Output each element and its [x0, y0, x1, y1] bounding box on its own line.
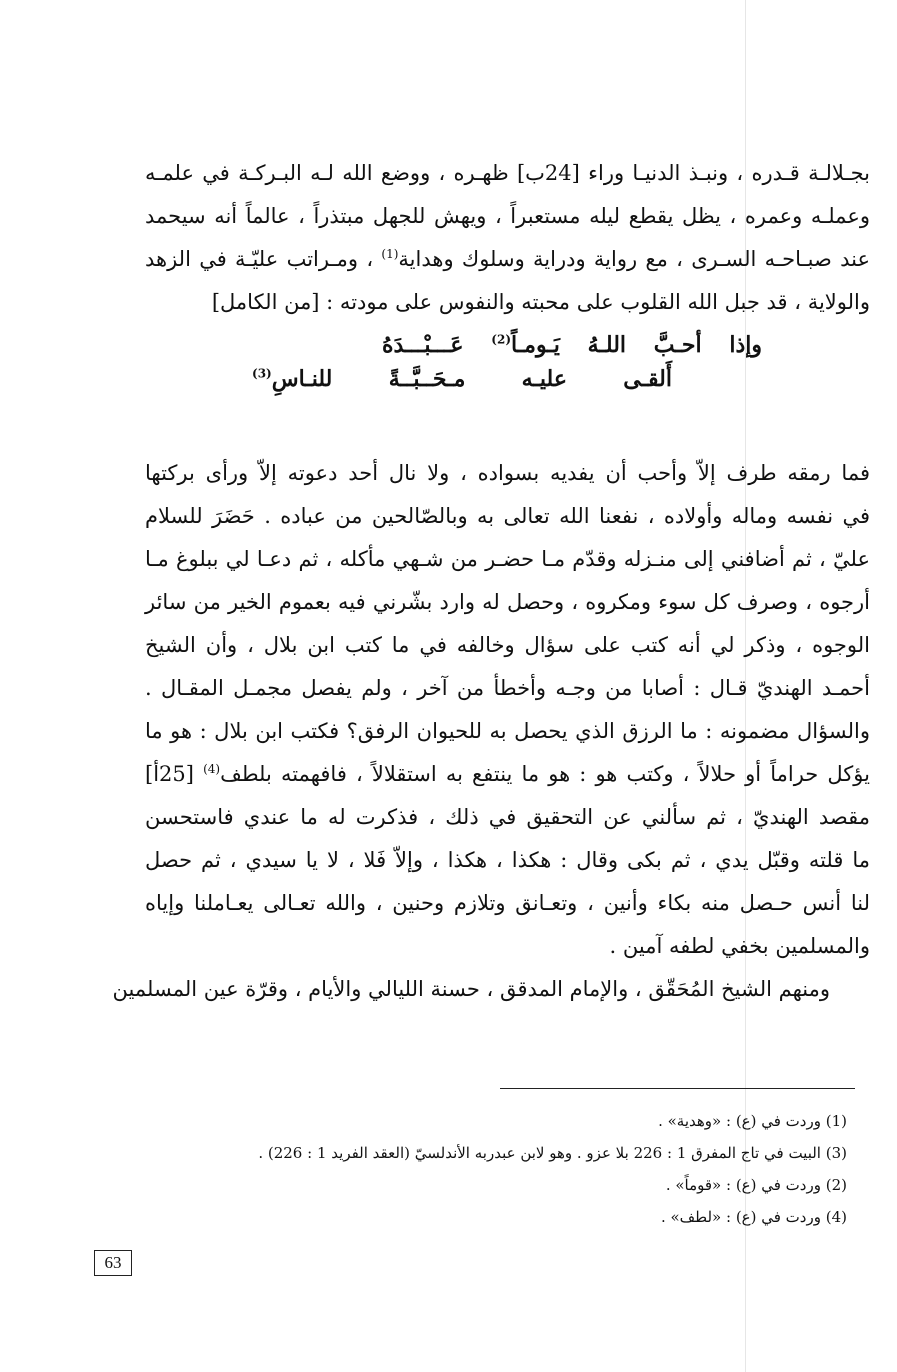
text-line: مقصد الهنديّ ، ثم سألني عن التحقيق في ذلك ، فذكرت له ما عندي فاستحسن [145, 805, 870, 829]
text-line: ما قلته وقبّل يدي ، ثم بكى وقال : هكذا ، هكذا ، وإلاّ فَلا ، لا يا سيدي ، ثم حصل [145, 848, 870, 872]
text-line: أرجوه ، وصرف كل سوء ومكروه ، وحصل له وارد بشّرني فيه بعموم الخير من سائر [145, 590, 870, 614]
footnotes [147, 1105, 847, 1233]
verse-line-2 [252, 366, 672, 392]
text-line: والمسلمين بخفي لطفه آمين . [609, 934, 870, 958]
footnote-item: (1) وردت في (ع) : «وهدية» . [658, 1112, 847, 1130]
verse-hemistich: أَلقـى عليـه مـحَــبَّــةً [388, 366, 672, 392]
text-line: الوجوه ، وذكر لي أنه كتب على سؤال وخالفه في ما كتب ابن بلال ، وأن الشيخ [145, 633, 870, 657]
verse-line-1 [382, 332, 762, 358]
paragraph-opening [145, 152, 870, 324]
page-number: 63 [94, 1250, 132, 1276]
footnote-marker: (2) [491, 332, 512, 347]
text-segment: عند صبـاحـه السـرى ، مع رواية ودراية وسلوك وهداية [398, 247, 870, 271]
verse-hemistich: للنـاسِ [271, 366, 333, 392]
footnote-marker: (1) [381, 247, 399, 261]
text-line [145, 753, 870, 796]
text-line: لنا أنس حـصل منه بكاء وأنين ، وتعـانق وتلازم وحنين ، والله تعـالى يعـاملنا وإياه [145, 891, 870, 915]
folio-marker: [25أ] [145, 762, 194, 786]
text-segment: ، ومـراتب عليّـة في الزهد [145, 247, 374, 271]
verse-hemistich: عَـــبْـــدَهُ [382, 332, 464, 358]
text-line: بجـلالـة قـدره ، ونبـذ الدنيـا وراء [24ب] ظهـره ، ووضع الله لـه البـركـة في علمـه [145, 161, 871, 185]
text-line: ومنهم الشيخ المُحَقّق ، والإمام المدقق ، حسنة الليالي والأيام ، وقرّة عين المسلمين [112, 977, 830, 1001]
footnote-separator [500, 1088, 855, 1089]
text-line [145, 238, 870, 281]
footnote-marker: (3) [252, 366, 272, 381]
footnote-item: (3) البيت في تاج المفرق 1 : 226 بلا عزو . وهو لابن عبدربه الأندلسيّ (العقد الفريد 1 : 226) . [258, 1144, 847, 1162]
text-line: فما رمقه طرف إلاّ وأحب أن يفديه بسواده ، ولا نال أحد دعوته إلاّ ورأى بركتها [145, 461, 870, 485]
text-line: والولاية ، قد جبل الله القلوب على محبته والنفوس على مودته : [من الكامل] [211, 290, 870, 314]
verse-hemistich: وإذا أحـبَّ اللـهُ يَـومـاً [511, 332, 762, 358]
text-line: وعملـه وعمره ، يظل يقطع ليله مستعبراً ، ويهش للجهل مبتذراً ، عالماً أنه سيحمد [145, 204, 870, 228]
text-line: والسؤال مضمونه : ما الرزق الذي يحصل به للحيوان الرفق؟ فكتب ابن بلال : هو ما [145, 719, 870, 743]
text-line: عليّ ، ثم أضافني إلى منـزله وقدّم مـا حضـر من شـهي مأكله ، ثم دعـا لي ببلوغ مـا [145, 547, 870, 571]
paragraph-main [112, 452, 870, 1011]
footnote-marker: (4) [203, 762, 221, 776]
text-segment: يؤكل حراماً أو حلالاً ، وكتب هو : هو ما ينتفع به استقلالاً ، فافهمته بلطف [220, 762, 870, 786]
text-line: في نفسه وماله وأولاده ، نفعنا الله تعالى به وبالصّالحين من عباده . حَضَرَ للسلام [145, 504, 870, 528]
footnote-item: (2) وردت في (ع) : «قوماً» . [665, 1176, 847, 1194]
footnote-item: (4) وردت في (ع) : «لطف» . [660, 1208, 847, 1226]
text-line: أحمـد الهنديّ قـال : أصابا من وجـه وأخطأ من آخر ، ولم يفصل مجمـل المقـال . [145, 676, 870, 700]
